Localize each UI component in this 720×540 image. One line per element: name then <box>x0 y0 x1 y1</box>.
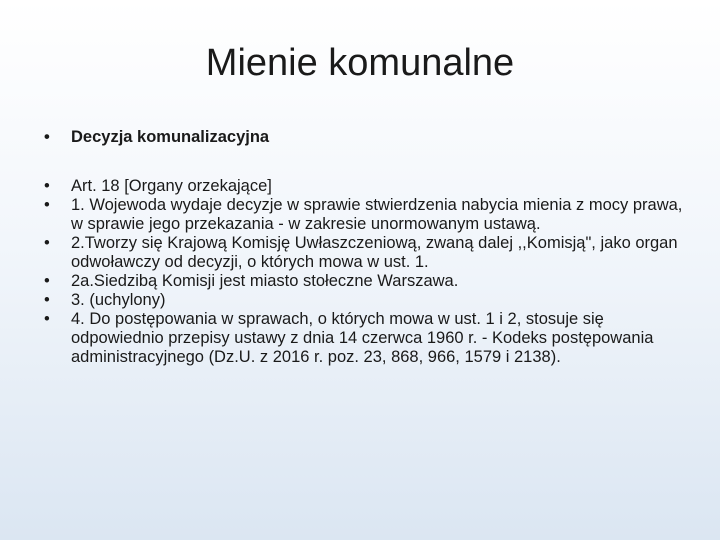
bullet-item-1: • 1. Wojewoda wydaje decyzje w sprawie stwierdzenia nabycia mienia z mocy prawa, w sprawie jego przekazania - w zakresie unormowanym ustawą. <box>44 196 684 234</box>
heading-bullet: • Decyzja komunalizacyjna <box>44 128 684 147</box>
bullet-item-3: • 3. (uchylony) <box>44 291 684 310</box>
bullet-item-4: • 4. Do postępowania w sprawach, o których mowa w ust. 1 i 2, stosuje się odpowiednio przepisy ustawy z dnia 14 czerwca 1960 r. - Kodeks postępowania administracyjnego (Dz.U. z 2016 r. poz. 23, 868, 966, 1579 i 2138). <box>44 310 684 367</box>
bullet-item-2a: • 2a.Siedzibą Komisji jest miasto stołeczne Warszawa. <box>44 272 684 291</box>
article-bullet-list <box>44 177 684 367</box>
bullet-item-2: • 2.Tworzy się Krajową Komisję Uwłaszczeniową, zwaną dalej ,,Komisją", jako organ odwoławczy od decyzji, o których mowa w ust. 1. <box>44 234 684 272</box>
heading-list <box>44 128 684 147</box>
slide-title: Mienie komunalne <box>205 42 515 84</box>
bullet-item-article: • Art. 18 [Organy orzekające] <box>44 177 684 196</box>
slide-content <box>44 128 684 367</box>
spacer <box>44 147 684 177</box>
